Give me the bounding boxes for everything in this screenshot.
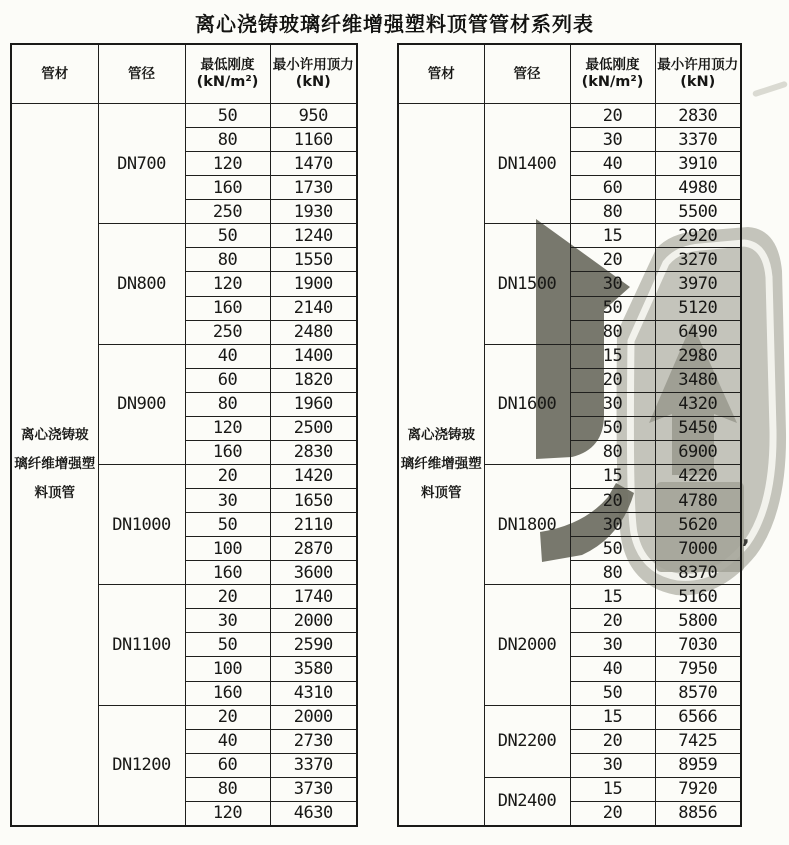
force-value: 3910 bbox=[655, 152, 741, 176]
force-value: 5450 bbox=[655, 416, 741, 440]
stiffness-value: 60 bbox=[185, 368, 270, 392]
force-value: 1160 bbox=[270, 128, 357, 152]
force-value: 6490 bbox=[655, 320, 741, 344]
force-value: 1820 bbox=[270, 368, 357, 392]
diameter-cell: DN1500 bbox=[484, 224, 570, 344]
pipe-spec-table-right bbox=[397, 43, 742, 827]
force-value: 2140 bbox=[270, 296, 357, 320]
force-value: 8856 bbox=[655, 801, 741, 826]
force-value: 2000 bbox=[270, 705, 357, 729]
force-value: 4980 bbox=[655, 176, 741, 200]
stiffness-value: 160 bbox=[185, 561, 270, 585]
material-cell bbox=[398, 104, 484, 827]
stiffness-value: 30 bbox=[570, 633, 655, 657]
stiffness-value: 15 bbox=[570, 224, 655, 248]
stiffness-value: 15 bbox=[570, 777, 655, 801]
force-value: 2110 bbox=[270, 513, 357, 537]
stiffness-value: 40 bbox=[185, 344, 270, 368]
force-value: 3580 bbox=[270, 657, 357, 681]
table-row bbox=[11, 104, 357, 128]
header-material: 管材 bbox=[11, 44, 98, 104]
table-row bbox=[398, 104, 741, 128]
stiffness-value: 40 bbox=[570, 152, 655, 176]
diameter-cell: DN700 bbox=[98, 104, 185, 224]
force-value: 2480 bbox=[270, 320, 357, 344]
force-value: 5800 bbox=[655, 609, 741, 633]
stiffness-value: 40 bbox=[570, 657, 655, 681]
force-value: 8959 bbox=[655, 753, 741, 777]
stiffness-value: 30 bbox=[185, 489, 270, 513]
stiffness-value: 60 bbox=[185, 753, 270, 777]
header-diameter: 管径 bbox=[98, 44, 185, 104]
stiffness-value: 20 bbox=[570, 368, 655, 392]
stiffness-value: 50 bbox=[185, 104, 270, 128]
diameter-cell: DN2400 bbox=[484, 777, 570, 826]
stiffness-value: 20 bbox=[570, 104, 655, 128]
diameter-cell: DN2200 bbox=[484, 705, 570, 777]
diameter-cell: DN800 bbox=[98, 224, 185, 344]
force-value: 2920 bbox=[655, 224, 741, 248]
force-value: 950 bbox=[270, 104, 357, 128]
stiffness-value: 20 bbox=[570, 801, 655, 826]
stiffness-value: 50 bbox=[570, 296, 655, 320]
force-value: 1400 bbox=[270, 344, 357, 368]
stiffness-value: 80 bbox=[570, 561, 655, 585]
material-label-line: 离心浇铸玻 bbox=[21, 426, 89, 443]
stiffness-value: 20 bbox=[570, 489, 655, 513]
force-value: 2000 bbox=[270, 609, 357, 633]
stiffness-value: 30 bbox=[570, 392, 655, 416]
diameter-cell: DN2000 bbox=[484, 585, 570, 705]
stiffness-value: 50 bbox=[570, 416, 655, 440]
stiffness-value: 20 bbox=[570, 248, 655, 272]
stiffness-value: 120 bbox=[185, 272, 270, 296]
stiffness-value: 80 bbox=[185, 392, 270, 416]
force-value: 7950 bbox=[655, 657, 741, 681]
page-title: 离心浇铸玻璃纤维增强塑料顶管管材系列表 bbox=[195, 12, 594, 36]
force-value: 4310 bbox=[270, 681, 357, 705]
diameter-cell: DN1200 bbox=[98, 705, 185, 826]
stiffness-value: 15 bbox=[570, 585, 655, 609]
material-label-line: 离心浇铸玻 bbox=[407, 426, 475, 443]
force-value: 7920 bbox=[655, 777, 741, 801]
force-value: 7030 bbox=[655, 633, 741, 657]
force-value: 2500 bbox=[270, 416, 357, 440]
force-value: 2870 bbox=[270, 537, 357, 561]
stiffness-value: 30 bbox=[570, 272, 655, 296]
header-row bbox=[11, 44, 357, 104]
force-value: 4320 bbox=[655, 392, 741, 416]
force-value: 4630 bbox=[270, 801, 357, 826]
stiffness-value: 250 bbox=[185, 320, 270, 344]
diameter-cell: DN1100 bbox=[98, 585, 185, 705]
stiffness-value: 50 bbox=[570, 681, 655, 705]
stiffness-value: 120 bbox=[185, 416, 270, 440]
stiffness-value: 15 bbox=[570, 464, 655, 488]
diameter-cell: DN1600 bbox=[484, 344, 570, 464]
force-value: 6900 bbox=[655, 440, 741, 464]
force-value: 3730 bbox=[270, 777, 357, 801]
header-material: 管材 bbox=[398, 44, 484, 104]
stiffness-value: 100 bbox=[185, 537, 270, 561]
stiffness-value: 20 bbox=[570, 609, 655, 633]
stiffness-value: 80 bbox=[570, 200, 655, 224]
stiffness-value: 120 bbox=[185, 801, 270, 826]
force-value: 1740 bbox=[270, 585, 357, 609]
material-label-line: 料顶管 bbox=[34, 485, 75, 501]
force-value: 3600 bbox=[270, 561, 357, 585]
diameter-cell: DN1400 bbox=[484, 104, 570, 224]
force-value: 7425 bbox=[655, 729, 741, 753]
force-value: 5500 bbox=[655, 200, 741, 224]
stiffness-value: 20 bbox=[570, 729, 655, 753]
force-value: 7000 bbox=[655, 537, 741, 561]
header-stiffness: 最低刚度 (kN/m²) bbox=[570, 44, 655, 104]
force-value: 8370 bbox=[655, 561, 741, 585]
scan-comma-artifact: , bbox=[742, 524, 750, 548]
stiffness-value: 20 bbox=[185, 585, 270, 609]
stiffness-value: 50 bbox=[185, 224, 270, 248]
force-value: 1900 bbox=[270, 272, 357, 296]
force-value: 1470 bbox=[270, 152, 357, 176]
force-value: 2590 bbox=[270, 633, 357, 657]
header-force: 最小许用顶力 (kN) bbox=[270, 44, 357, 104]
force-value: 4780 bbox=[655, 489, 741, 513]
header-force: 最小许用顶力 (kN) bbox=[655, 44, 741, 104]
force-value: 5120 bbox=[655, 296, 741, 320]
force-value: 1730 bbox=[270, 176, 357, 200]
stiffness-value: 30 bbox=[570, 128, 655, 152]
stiffness-value: 160 bbox=[185, 681, 270, 705]
force-value: 1960 bbox=[270, 392, 357, 416]
header-row bbox=[398, 44, 741, 104]
force-value: 1930 bbox=[270, 200, 357, 224]
stiffness-value: 50 bbox=[570, 537, 655, 561]
force-value: 2830 bbox=[270, 440, 357, 464]
force-value: 8570 bbox=[655, 681, 741, 705]
stiffness-value: 80 bbox=[185, 128, 270, 152]
material-label-line: 璃纤维增强塑 bbox=[400, 455, 482, 472]
force-value: 2980 bbox=[655, 344, 741, 368]
force-value: 1240 bbox=[270, 224, 357, 248]
stiffness-value: 30 bbox=[570, 753, 655, 777]
stiffness-value: 30 bbox=[185, 609, 270, 633]
stiffness-value: 80 bbox=[185, 248, 270, 272]
force-value: 3970 bbox=[655, 272, 741, 296]
stiffness-value: 60 bbox=[570, 176, 655, 200]
diameter-cell: DN900 bbox=[98, 344, 185, 464]
force-value: 2730 bbox=[270, 729, 357, 753]
diameter-cell: DN1800 bbox=[484, 464, 570, 584]
stiffness-value: 160 bbox=[185, 296, 270, 320]
stiffness-value: 15 bbox=[570, 344, 655, 368]
force-value: 3480 bbox=[655, 368, 741, 392]
material-cell bbox=[11, 104, 98, 827]
stiffness-value: 30 bbox=[570, 513, 655, 537]
material-label-line: 料顶管 bbox=[421, 485, 462, 501]
pipe-spec-table-left bbox=[10, 43, 358, 827]
stiffness-value: 20 bbox=[185, 705, 270, 729]
force-value: 5620 bbox=[655, 513, 741, 537]
force-value: 4220 bbox=[655, 464, 741, 488]
diameter-cell: DN1000 bbox=[98, 464, 185, 584]
stiffness-value: 120 bbox=[185, 152, 270, 176]
stiffness-value: 40 bbox=[185, 729, 270, 753]
force-value: 3370 bbox=[270, 753, 357, 777]
stiffness-value: 100 bbox=[185, 657, 270, 681]
stiffness-value: 20 bbox=[185, 464, 270, 488]
stiffness-value: 50 bbox=[185, 633, 270, 657]
force-value: 5160 bbox=[655, 585, 741, 609]
header-stiffness: 最低刚度 (kN/m²) bbox=[185, 44, 270, 104]
stiffness-value: 50 bbox=[185, 513, 270, 537]
stiffness-value: 80 bbox=[185, 777, 270, 801]
force-value: 3270 bbox=[655, 248, 741, 272]
stiffness-value: 80 bbox=[570, 320, 655, 344]
material-label-line: 璃纤维增强塑 bbox=[14, 455, 96, 472]
header-diameter: 管径 bbox=[484, 44, 570, 104]
force-value: 1420 bbox=[270, 464, 357, 488]
force-value: 1550 bbox=[270, 248, 357, 272]
stiffness-value: 160 bbox=[185, 440, 270, 464]
force-value: 6566 bbox=[655, 705, 741, 729]
stiffness-value: 15 bbox=[570, 705, 655, 729]
stiffness-value: 250 bbox=[185, 200, 270, 224]
force-value: 2830 bbox=[655, 104, 741, 128]
force-value: 1650 bbox=[270, 489, 357, 513]
force-value: 3370 bbox=[655, 128, 741, 152]
stiffness-value: 160 bbox=[185, 176, 270, 200]
stiffness-value: 80 bbox=[570, 440, 655, 464]
